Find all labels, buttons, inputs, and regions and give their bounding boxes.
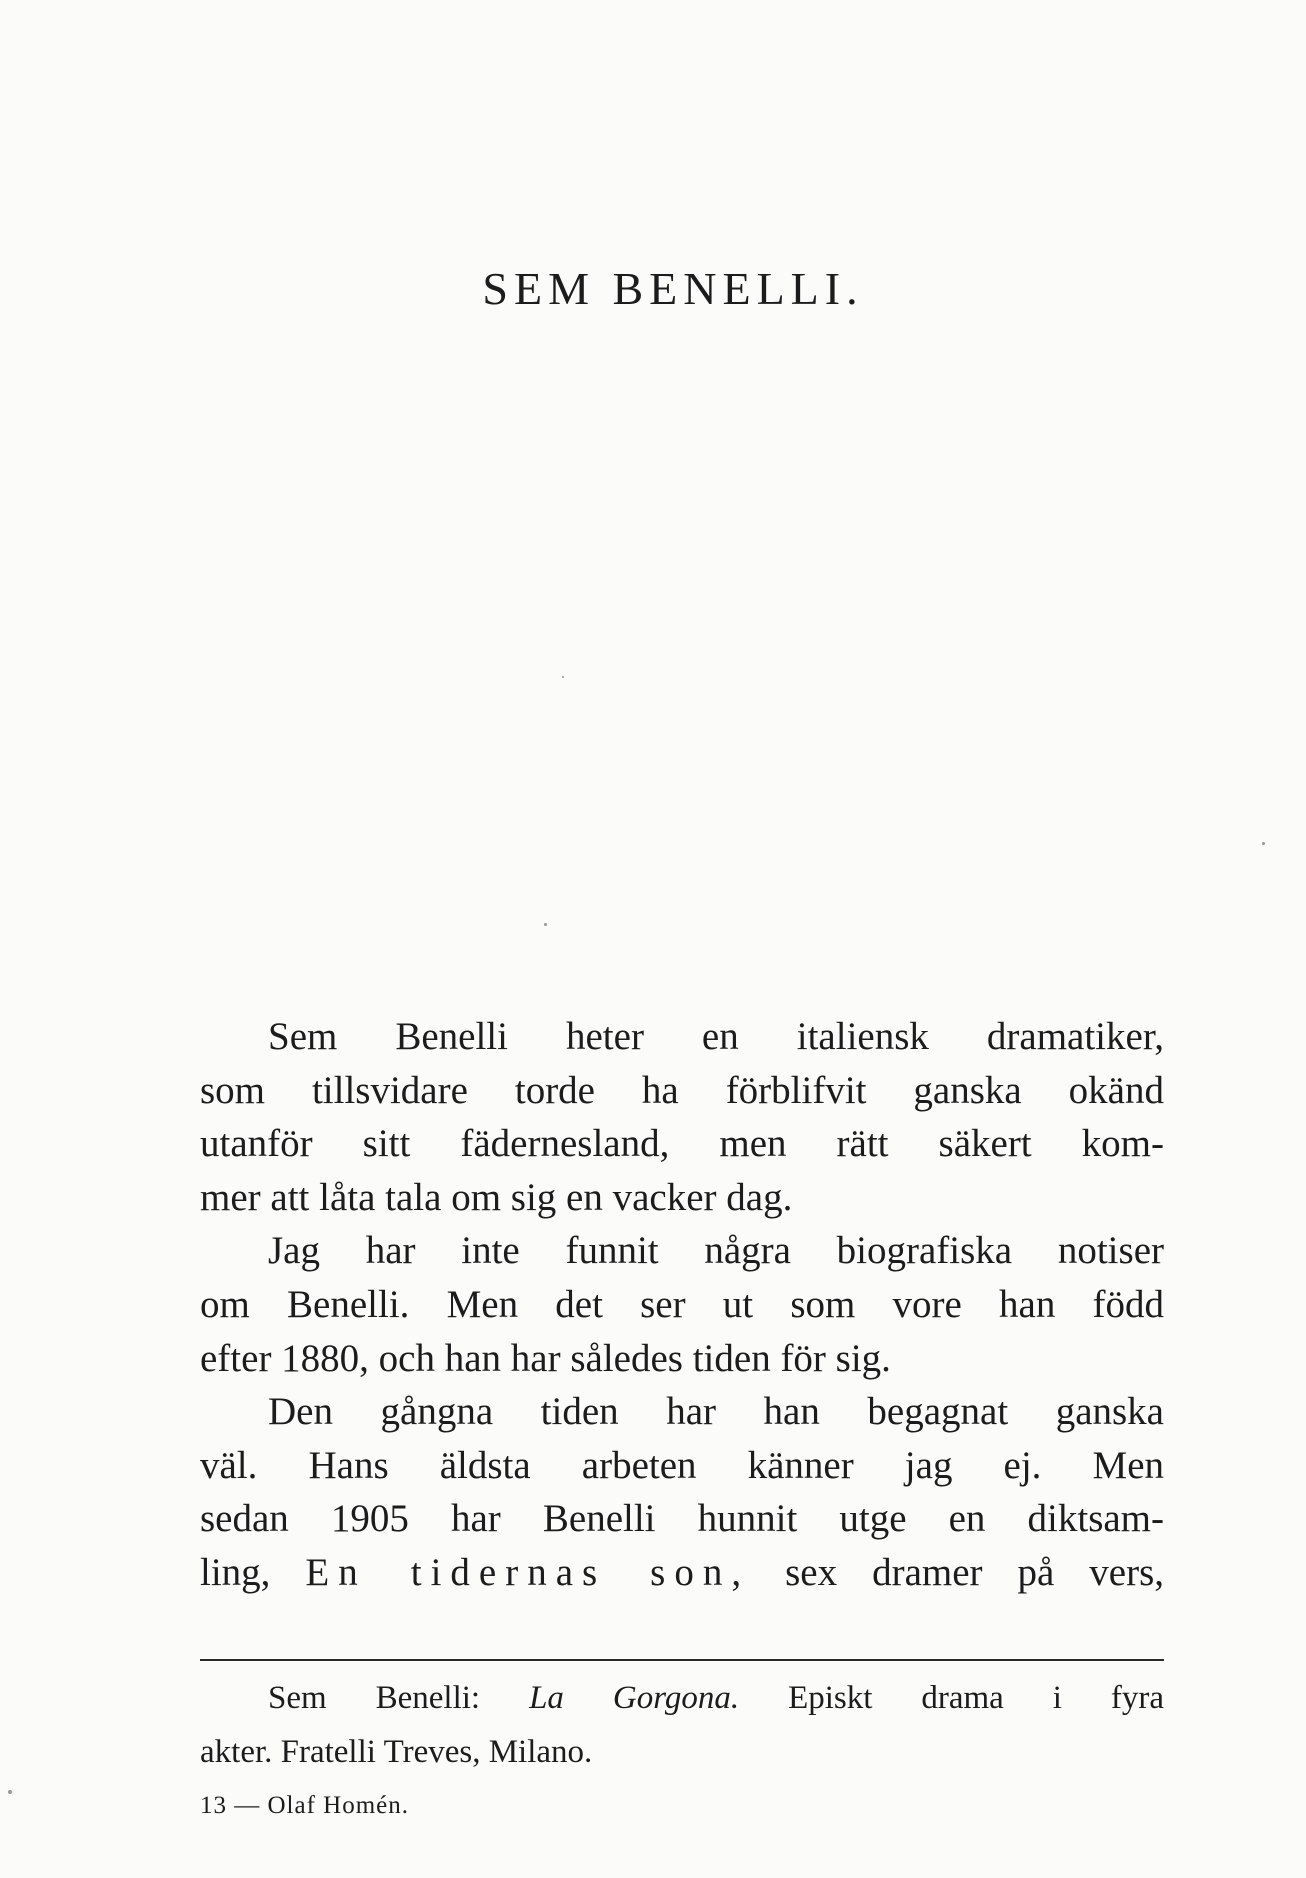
paper-speck	[562, 676, 564, 678]
body-text	[200, 1010, 1164, 1600]
printer-signature: 13 — Olaf Homén.	[200, 1792, 410, 1819]
footnote-line-2: akter. Fratelli Treves, Milano.	[200, 1733, 593, 1770]
paragraph-3-line-3: sedan 1905 har Benelli hunnit utge en diktsam-	[200, 1497, 1164, 1541]
footnote	[200, 1676, 1164, 1783]
page-title: SEM BENELLI.	[482, 263, 864, 314]
paragraph-2-line-2: om Benelli. Men det ser ut som vore han född	[200, 1282, 1164, 1326]
footnote-divider	[200, 1659, 1164, 1661]
paragraph-1-line-1: Sem Benelli heter en italiensk dramatiker,	[268, 1015, 1164, 1058]
paragraph-3-line-4-start: ling,	[200, 1550, 271, 1594]
footnote-line-1	[200, 1676, 1164, 1730]
paragraph-3-line-4-end: sex dramer på vers,	[785, 1550, 1165, 1594]
paragraph-3-line-1: Den gångna tiden har han begagnat ganska	[268, 1390, 1164, 1434]
footnote-work-title: La Gorgona.	[529, 1680, 740, 1716]
paper-speck	[544, 923, 547, 926]
paragraph-1-line-4: mer att låta tala om sig en vacker dag.	[200, 1175, 793, 1219]
paragraph-3-line-2: väl. Hans äldsta arbeten känner jag ej. Men	[200, 1443, 1164, 1487]
paragraph-2-line-1: Jag har inte funnit några biografiska notiser	[268, 1229, 1164, 1273]
paper-speck	[8, 1790, 12, 1794]
footnote-author: Sem Benelli:	[268, 1680, 481, 1716]
paper-speck	[1262, 842, 1265, 845]
paragraph-3-line-4	[200, 1546, 1164, 1600]
book-title-spaced: En tidernas son,	[305, 1550, 751, 1594]
footnote-description: Episkt drama i fyra	[788, 1680, 1165, 1716]
paragraph-1-line-2: som tillsvidare torde ha förblifvit ganska okänd	[200, 1068, 1164, 1112]
paragraph-1-line-3: utanför sitt fädernesland, men rätt säkert kom-	[200, 1122, 1164, 1166]
paragraph-2-line-3: efter 1880, och han har således tiden för sig.	[200, 1336, 891, 1380]
